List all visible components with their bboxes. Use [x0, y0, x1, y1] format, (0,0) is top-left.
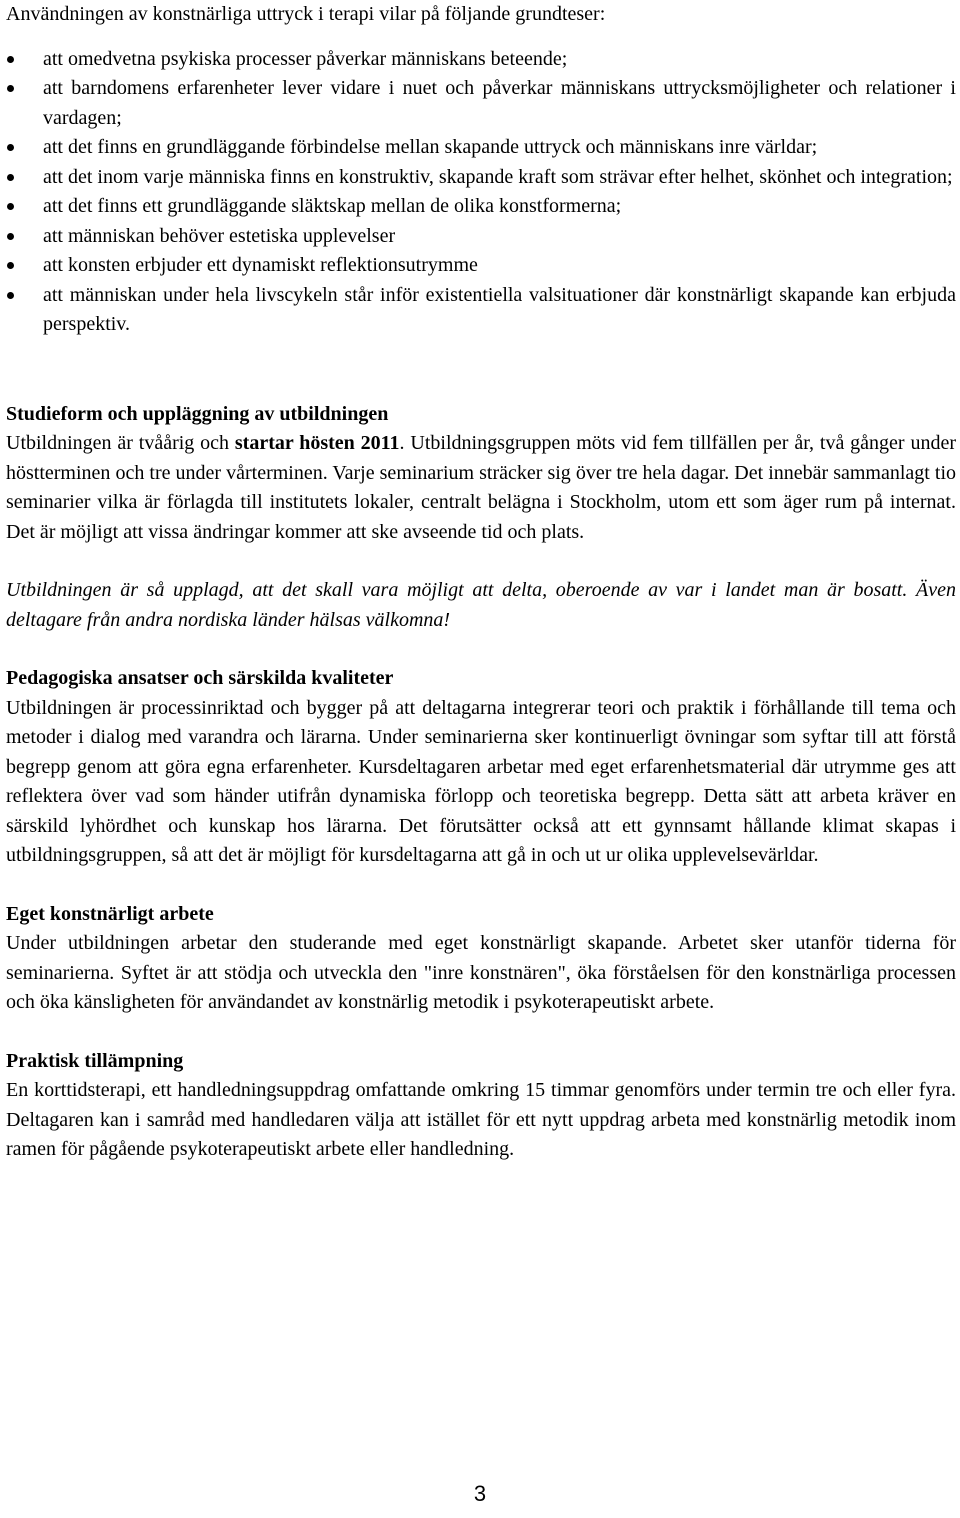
principles-list — [6, 45, 956, 340]
body-lead: Utbildningen är tvåårig och — [6, 432, 235, 454]
section-heading: Praktisk tillämpning — [6, 1049, 184, 1072]
section-studieform — [6, 400, 956, 548]
section-body: Under utbildningen arbetar den studerande med eget konstnärligt skapande. Arbetet sker utanför tiderna för seminarierna. Syftet är att stödja och utveckla den "inre konstnären", öka förståelsen för den konstnärliga processen och öka känsligheten för användandet av konstnärlig metodik i psykoterapeutiskt arbete. — [6, 932, 956, 1013]
section-heading: Studieform och uppläggning av utbildningen — [6, 402, 389, 425]
section-praktisk — [6, 1047, 956, 1165]
section-heading: Pedagogiska ansatser och särskilda kvaliteter — [6, 667, 394, 689]
list-item: att det finns ett grundläggande släktskap mellan de olika konstformerna; — [6, 192, 956, 222]
section-body: En korttidsterapi, ett handledningsuppdrag omfattande omkring 15 timmar genomförs under termin tre och eller fyra. Deltagaren kan i samråd med handledaren välja att istället för ett nytt uppdrag arbeta med konstnärlig metodik inom ramen för pågående psykoterapeutiskt arbete eller handledning. — [6, 1079, 956, 1160]
section-pedagogik — [6, 664, 956, 871]
section-body: Utbildningen är processinriktad och bygger på att deltagarna integrerar teori och praktik i förhållande till tema och metoder i dialog med varandra och lärarna. Under seminarierna sker kontinuerligt övningar som syftar till att förstå begrepp genom att göra egna erfarenheter. Kursdeltagaren arbetar med eget erfarenhetsmaterial där utrymme ges att reflektera över vad som händer utifrån dynamiska förlopp och teoretiska begrepp. Detta sätt att arbeta kräver en särskild lyhördhet och kunskap hos lärarna. Det förutsätter också att ett gynnsamt hållande klimat skapas i utbildningsgruppen, så att det är möjligt för kursdeltagarna att gå in och ut ur olika upplevelsevärldar. — [6, 696, 956, 866]
list-item: att barndomens erfarenheter lever vidare i nuet och påverkar människans uttrycksmöjligheter och relationer i vardagen; — [6, 74, 956, 133]
page-number: 3 — [473, 1481, 487, 1506]
section-heading: Eget konstnärligt arbete — [6, 902, 214, 925]
italic-note: Utbildningen är så upplagd, att det skall vara möjligt att delta, oberoende av var i landet man är bosatt. Även deltagare från andra nordiska länder hälsas välkomna! — [6, 579, 956, 631]
document-page — [6, 0, 956, 1165]
section-body — [6, 429, 956, 547]
list-item: att människan under hela livscykeln står inför existentiella valsituationer där konstnärligt skapande kan erbjuda perspektiv. — [6, 281, 956, 340]
list-item: att det inom varje människa finns en konstruktiv, skapande kraft som strävar efter helhet, skönhet och integration; — [6, 163, 956, 193]
list-item: att det finns en grundläggande förbindelse mellan skapande uttryck och människans inre världar; — [6, 133, 956, 163]
start-date-emphasis: startar hösten 2011 — [234, 432, 400, 454]
intro-paragraph: Användningen av konstnärliga uttryck i terapi vilar på följande grundteser: — [6, 3, 606, 25]
list-item: att omedvetna psykiska processer påverkar människans beteende; — [6, 45, 956, 75]
list-item: att konsten erbjuder ett dynamiskt reflektionsutrymme — [6, 251, 956, 281]
list-item: att människan behöver estetiska upplevelser — [6, 222, 956, 252]
section-konstnarligt — [6, 900, 956, 1018]
body-rest: . Utbildningsgruppen möts vid fem tillfällen per år, två gånger under höstterminen och tre under vårterminen. Varje seminarium sträcker sig över tre hela dagar. Det innebär sammanlagt tio seminarier vilka är förlagda till institutets lokaler, centralt belägna i Stockholm, utom ett som äger rum på internat. Det är möjligt att vissa ändringar kommer att ske avseende tid och plats. — [6, 432, 956, 543]
